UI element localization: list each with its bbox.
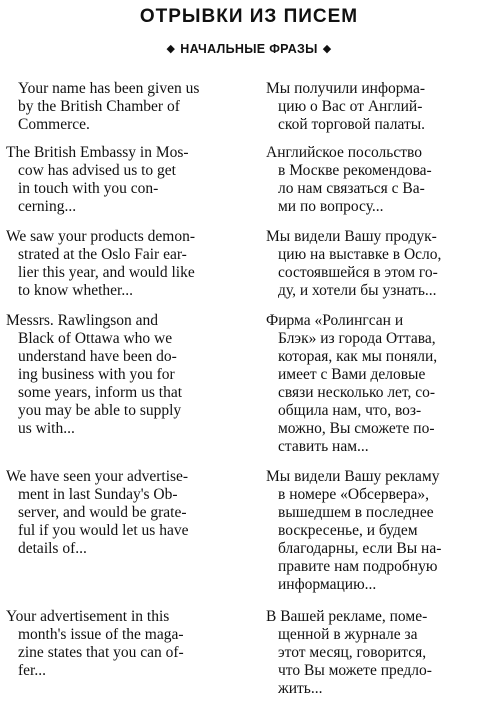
phrase-line: ment in last Sunday's Ob- [18, 486, 178, 503]
english-phrase [6, 228, 244, 300]
phrase-line: благодарны, если Вы на- [278, 540, 442, 557]
phrase-line: Мы видели Вашу рекламу [266, 468, 440, 485]
phrase-line: Фирма «Ролингсан и [266, 312, 404, 329]
phrase-line: ставить нам... [278, 438, 369, 455]
phrase-line: воскресенье, и будем [278, 522, 418, 539]
phrase-line: связи несколько лет, со- [278, 384, 436, 401]
phrase-line: Блэк» из города Оттава, [278, 330, 436, 347]
english-phrase [6, 312, 244, 438]
phrase-line: details of... [18, 540, 87, 557]
phrase-line: understand have been do- [18, 348, 177, 365]
phrase-line: month's issue of the maga- [18, 626, 184, 643]
phrase-line: some years, inform us that [18, 384, 183, 401]
phrase-line: в Москве рекомендова- [278, 162, 432, 179]
phrase-line: вышедшем в последнее [278, 504, 434, 521]
phrase-line: fer... [18, 662, 46, 679]
russian-phrase [266, 80, 496, 134]
phrase-line: to know whether... [18, 282, 133, 299]
phrase-line: ful if you would let us have [18, 522, 189, 539]
phrase-line: cerning... [18, 198, 77, 215]
phrase-line: Black of Ottawa who we [18, 330, 173, 347]
phrase-line: cow has advised us to get [18, 162, 176, 179]
phrase-line: этот месяц, говорится, [278, 644, 427, 661]
phrase-line: strated at the Oslo Fair ear- [18, 246, 187, 263]
phrase-line: в номере «Обсервера», [278, 486, 430, 503]
phrase-line: щенной в журнале за [278, 626, 418, 643]
phrase-line: by the British Chamber of [18, 98, 180, 115]
phrase-line: Your name has been given us [18, 80, 200, 97]
english-phrase [6, 144, 244, 216]
phrase-line: us with... [18, 420, 75, 437]
russian-phrase [266, 312, 496, 456]
phrase-line: zine states that you can of- [18, 644, 184, 661]
subtitle-text: НАЧАЛЬНЫЕ ФРАЗЫ [180, 42, 318, 56]
phrase-line: server, and would be grate- [18, 504, 187, 521]
diamond-bullet-icon: ◆ [322, 43, 332, 55]
phrase-line: состоявшейся в этом го- [278, 264, 438, 281]
diamond-bullet-icon: ◆ [166, 43, 176, 55]
russian-phrase [266, 608, 496, 698]
phrase-line: жить... [278, 680, 323, 697]
phrase-line: цию на выставке в Осло, [278, 246, 442, 263]
phrase-line: you may be able to supply [18, 402, 182, 419]
phrase-line: информацию... [278, 576, 377, 593]
phrase-line: цию о Вас от Англий- [278, 98, 423, 115]
phrase-line: ми по вопросу... [278, 198, 384, 215]
phrase-line: ду, и хотели бы узнать... [278, 282, 437, 299]
phrase-line: Messrs. Rawlingson and [6, 312, 158, 329]
phrase-line: Мы получили информа- [266, 80, 426, 97]
phrase-line: ло нам связаться с Ва- [278, 180, 425, 197]
russian-phrase [266, 144, 496, 216]
phrase-line: Your advertisement in this [6, 608, 170, 625]
phrase-line: правите нам подробную [278, 558, 438, 575]
english-phrase [6, 80, 244, 134]
phrase-line: ing business with you for [18, 366, 175, 383]
russian-phrase [266, 468, 496, 594]
phrase-line: lier this year, and would like [18, 264, 195, 281]
phrase-line: которая, как мы поняли, [278, 348, 438, 365]
english-phrase [6, 608, 244, 680]
phrase-line: Английское посольство [266, 144, 422, 161]
phrase-line: имеет с Вами деловые [278, 366, 426, 383]
phrase-line: Commerce. [18, 116, 90, 133]
phrase-line: We have seen your advertise- [6, 468, 189, 485]
section-subtitle [0, 42, 498, 56]
page-title: ОТРЫВКИ ИЗ ПИСЕМ [139, 6, 359, 27]
phrase-line: We saw your products demon- [6, 228, 196, 245]
phrase-line: общила нам, что, воз- [278, 402, 422, 419]
phrase-line: можно, Вы сможете по- [278, 420, 435, 437]
phrase-line: The British Embassy in Mos- [6, 144, 189, 161]
phrase-line: Мы видели Вашу продук- [266, 228, 437, 245]
russian-phrase [266, 228, 496, 300]
phrase-line: in touch with you con- [18, 180, 159, 197]
phrase-line: В Вашей рекламе, поме- [266, 608, 428, 625]
phrase-line: что Вы можете предло- [278, 662, 432, 679]
english-phrase [6, 468, 244, 558]
phrase-line: ской торговой палаты. [278, 116, 426, 133]
